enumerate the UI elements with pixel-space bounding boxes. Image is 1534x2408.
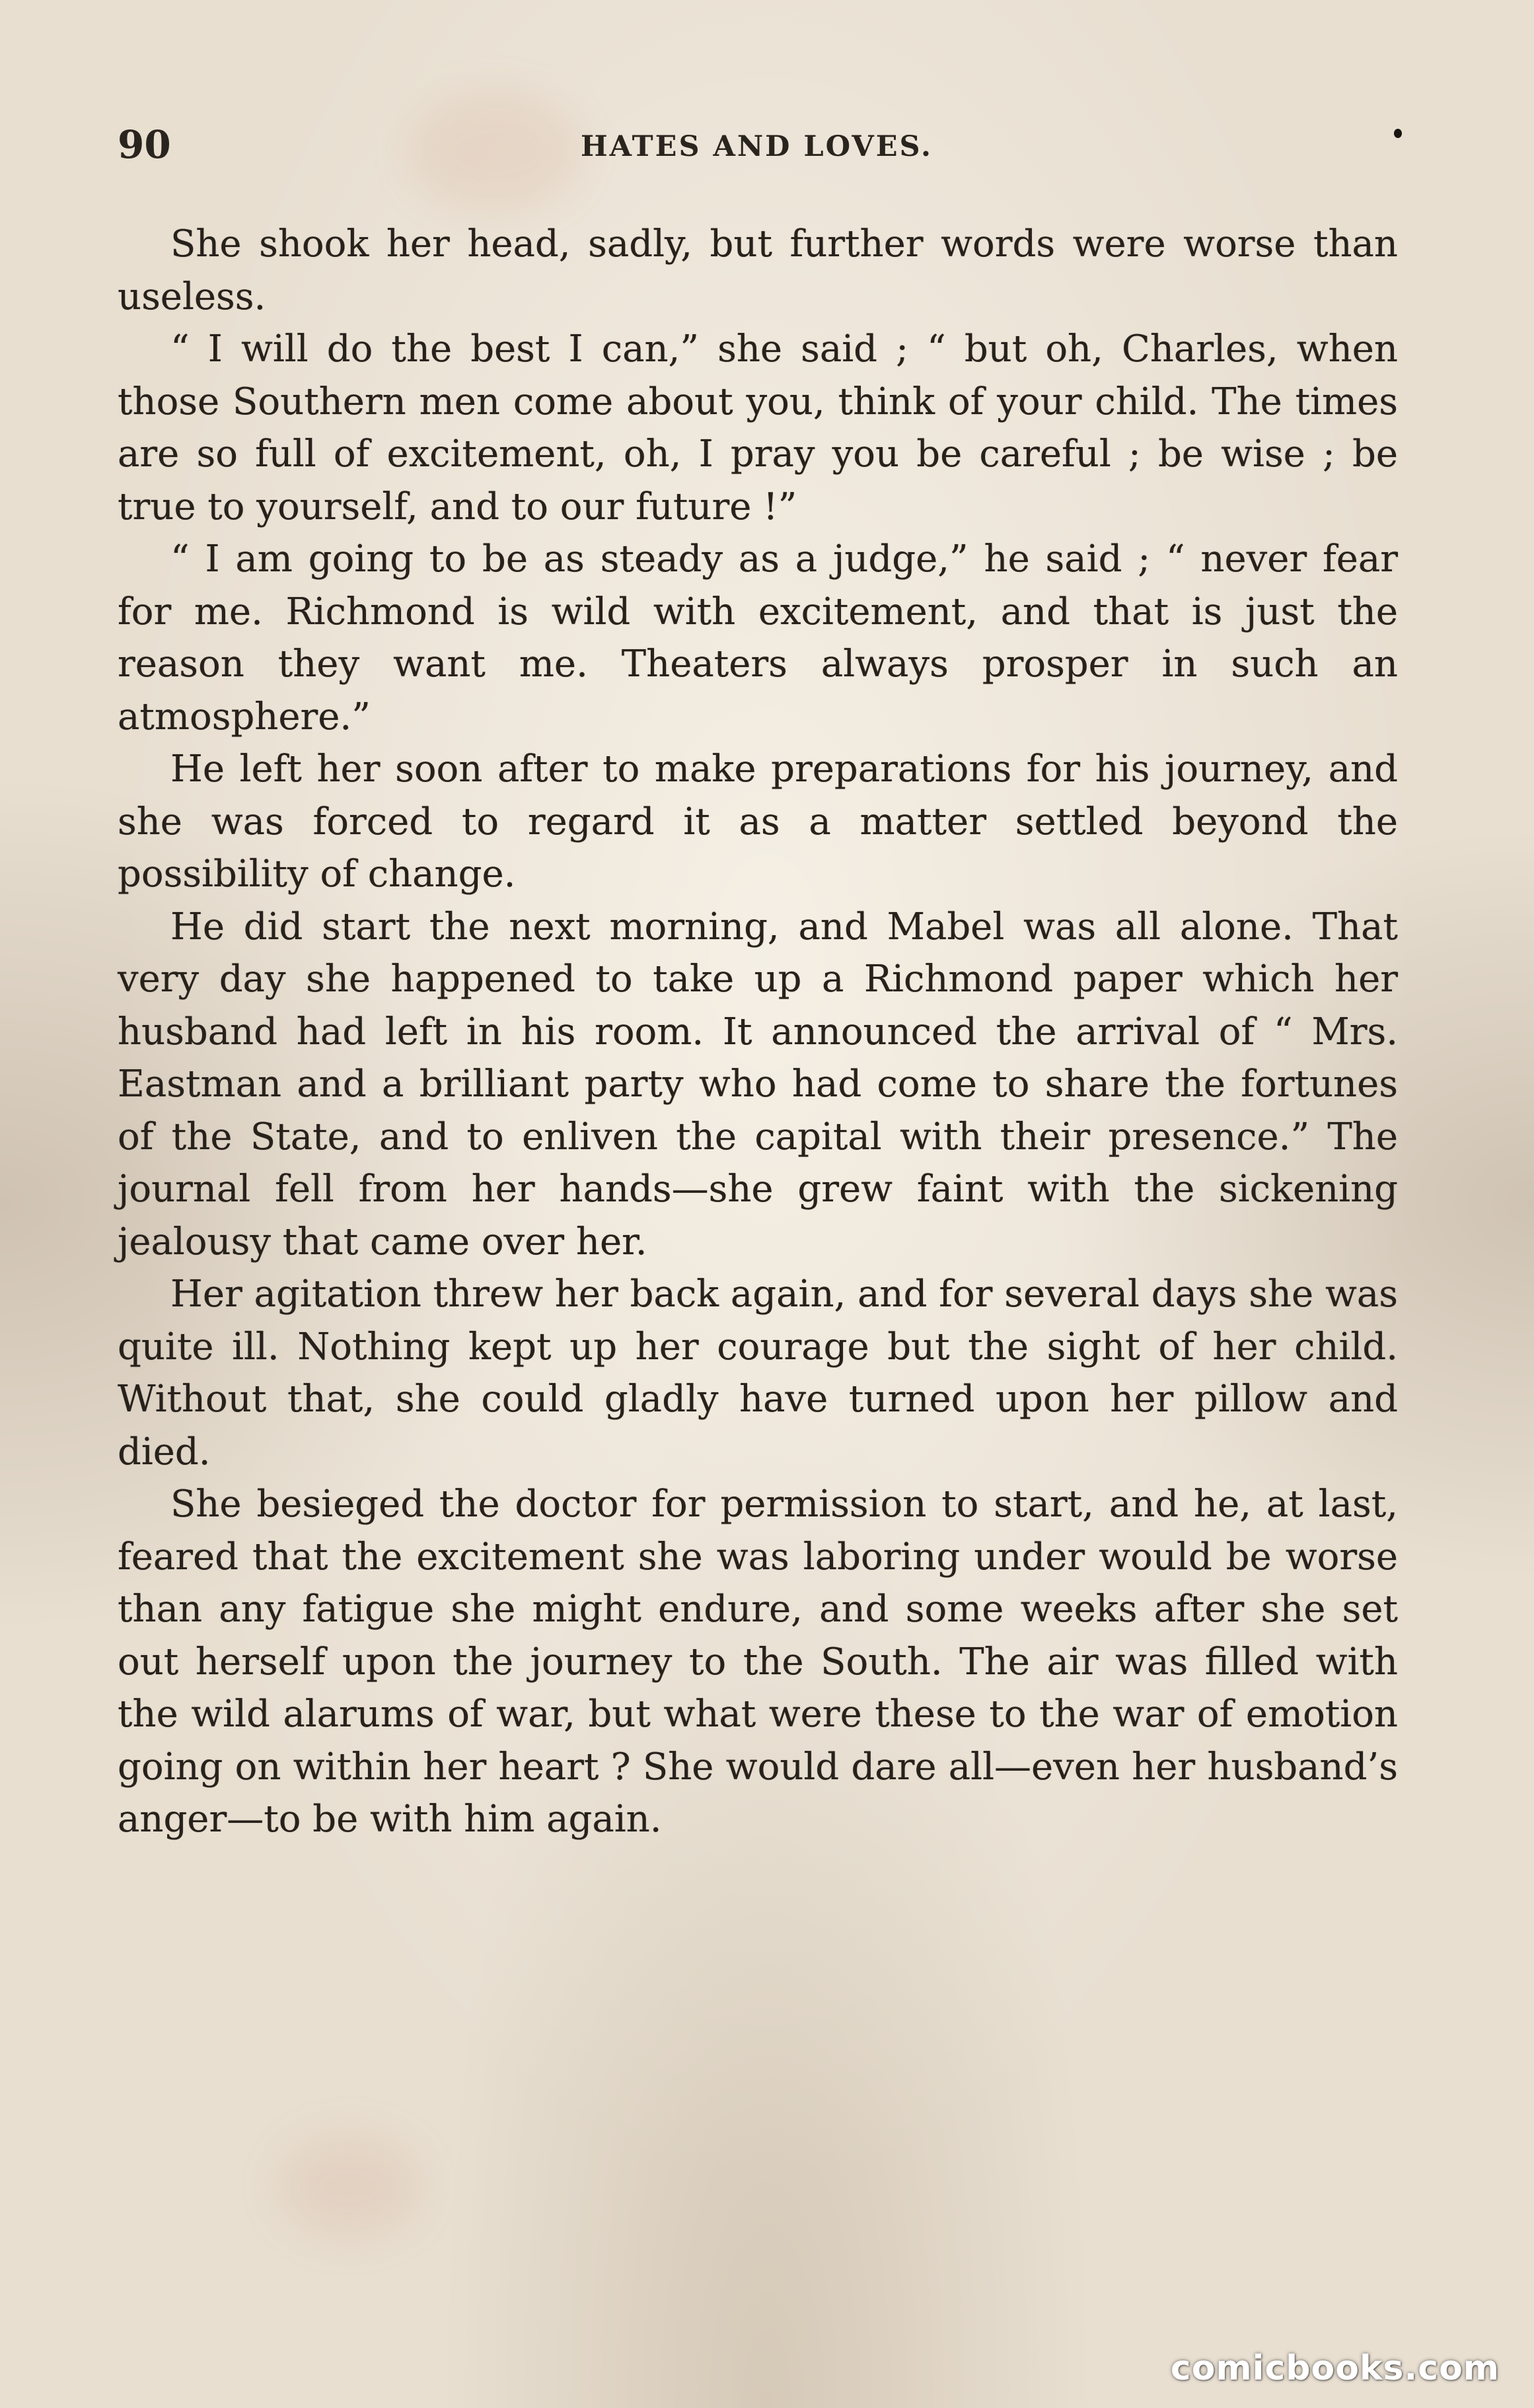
paper-stain [277, 2133, 423, 2239]
watermark: comicbooks.com [1170, 2349, 1500, 2388]
paragraph: Her agitation threw her back again, and for several days she was quite ill. Nothing kept up her courage but the sight of her child. Without that, she could gladly have turned upon her pillow and died. [118, 1273, 1398, 1473]
paragraph: He left her soon after to make preparations for his journey, and she was forced to regard it as a matter settled beyond the possibility of change. [118, 748, 1398, 896]
paragraph: “ I will do the best I can,” she said ; “ but oh, Charles, when those Southern men come about you, think of your child. The times are so full of excitement, oh, I pray you be careful ; be wise ; be true to yourself, and to our future !” [118, 328, 1398, 528]
page-header [118, 122, 1396, 175]
running-title: HATES AND LOVES. [581, 130, 933, 163]
paragraph: She besieged the doctor for permission to start, and he, at last, feared that the excitement she was laboring under would be worse than any fatigue she might endure, and some weeks after she set out herself upon the journey to the South. The air was filled with the wild alarums of war, but what were these to the war of emotion going on within her heart ? She would dare all—even her husband’s anger—to be with him again. [118, 1483, 1398, 1841]
paragraph: He did start the next morning, and Mabel was all alone. That very day she happened to take up a Richmond paper which her husband had left in his room. It announced the arrival of “ Mrs. Eastman and a brilliant party who had come to share the fortunes of the State, and to enliven the capital with their presence.” The journal fell from her hands—she grew faint with the sickening jealousy that came over her. [118, 905, 1398, 1263]
paragraph: “ I am going to be as steady as a judge,” he said ; “ never fear for me. Richmond is wild with excitement, and that is just the reason they want me. Theaters always prosper in such an atmosphere.” [118, 538, 1398, 738]
paragraph: She shook her head, sadly, but further words were worse than useless. [118, 223, 1398, 318]
body-text [118, 218, 1398, 1846]
page-number: 90 [118, 122, 171, 167]
ink-dot [1394, 129, 1402, 138]
